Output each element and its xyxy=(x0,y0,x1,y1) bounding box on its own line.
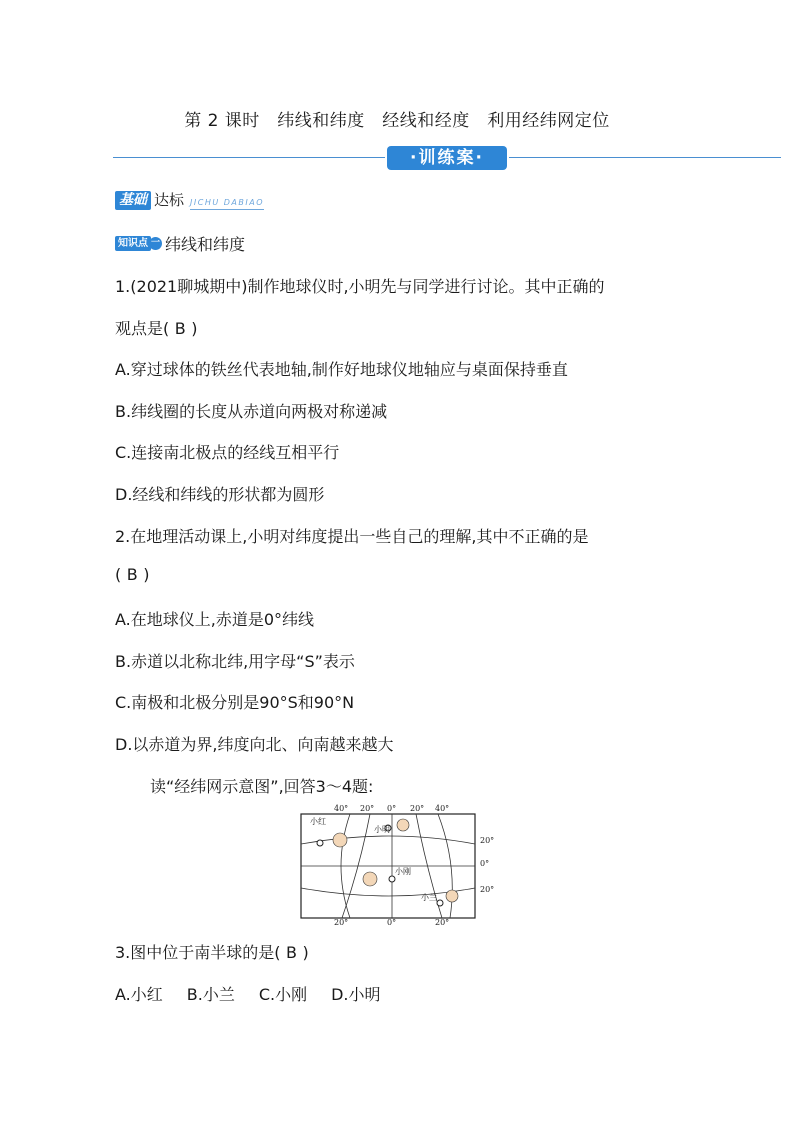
q2-option: A.在地球仪上,赤道是0°纬线 xyxy=(115,610,315,629)
map-right-label: 20° xyxy=(480,836,495,845)
map-top-label: 20° xyxy=(410,804,425,813)
q3-option: A.小红 xyxy=(115,985,163,1004)
xiaohong-marker xyxy=(317,840,323,846)
map-top-label: 20° xyxy=(360,804,375,813)
q3-stem xyxy=(115,940,309,963)
xiaolan-marker xyxy=(437,900,443,906)
knowledge-number: 一 xyxy=(150,238,160,248)
q2-option: D.以赤道为界,纬度向北、向南越来越大 xyxy=(115,735,394,754)
q2-stem-suffix: ) xyxy=(143,565,150,584)
xiaoming-avatar-icon xyxy=(397,819,409,831)
q1-stem-line2 xyxy=(115,316,198,339)
map-bottom-label: 0° xyxy=(387,918,397,926)
q2-answer: B xyxy=(126,565,138,584)
xiaolan-avatar-icon xyxy=(446,890,458,902)
knowledge-label: 纬线和纬度 xyxy=(165,235,246,254)
q1-stem-prefix: 观点是( xyxy=(115,319,170,338)
map-top-label: 40° xyxy=(435,804,450,813)
q1-option: A.穿过球体的铁丝代表地轴,制作好地球仪地轴应与桌面保持垂直 xyxy=(115,360,568,379)
map-top-label: 0° xyxy=(387,804,397,813)
map-bottom-label: 20° xyxy=(334,918,349,926)
map-right-label: 20° xyxy=(480,885,495,894)
divider-left xyxy=(113,157,385,158)
map-right-label: 0° xyxy=(480,859,490,868)
reading-instruction: 读“经纬网示意图”,回答3～4题: xyxy=(150,777,374,796)
section-label: 达标 xyxy=(154,191,185,209)
knowledge-tag: 知识点 xyxy=(115,236,151,251)
q3-option: B.小兰 xyxy=(186,985,235,1004)
latitude-line-north xyxy=(301,836,475,844)
map-bottom-label: 20° xyxy=(435,918,450,926)
xiaohong-avatar-icon xyxy=(333,833,347,847)
q2-stem-line2 xyxy=(115,565,150,584)
person-label: 小刚 xyxy=(395,867,411,876)
person-label: 小兰 xyxy=(421,893,437,902)
training-badge: ·训练案· xyxy=(387,146,507,170)
divider-right xyxy=(509,157,781,158)
q1-option: C.连接南北极点的经线互相平行 xyxy=(115,443,340,462)
q2-option: C.南极和北极分别是90°S和90°N xyxy=(115,693,355,712)
q1-stem-suffix: ) xyxy=(191,319,198,338)
q3-option: C.小刚 xyxy=(258,985,308,1004)
q2-option: B.赤道以北称北纬,用字母“S”表示 xyxy=(115,652,355,671)
q1-option: B.纬线圈的长度从赤道向两极对称递减 xyxy=(115,402,388,421)
lat-long-grid-map xyxy=(298,800,498,926)
q3-stem-prefix: 3.图中位于南半球的是( xyxy=(115,943,281,962)
q3-option: D.小明 xyxy=(331,985,381,1004)
q1-answer: B xyxy=(174,319,186,338)
knowledge-point xyxy=(115,232,245,255)
xiaogang-avatar-icon xyxy=(363,872,377,886)
section-header xyxy=(115,190,264,210)
q2-stem: 2.在地理活动课上,小明对纬度提出一些自己的理解,其中不正确的是 xyxy=(115,527,589,546)
xiaogang-marker xyxy=(389,876,395,882)
section-tag: 基础 xyxy=(115,191,151,210)
person-label: 小红 xyxy=(310,817,326,826)
q1-stem: 1.(2021聊城期中)制作地球仪时,小明先与同学进行讨论。其中正确的 xyxy=(115,277,605,296)
person-label: 小明 xyxy=(374,825,390,834)
section-pinyin: JICHU DABIAO xyxy=(190,198,264,210)
map-top-label: 40° xyxy=(334,804,349,813)
page-title: 第 2 课时 纬线和纬度 经线和经度 利用经纬网定位 xyxy=(184,111,610,131)
q3-answer: B xyxy=(286,943,297,962)
q3-options xyxy=(115,982,381,1005)
q1-option: D.经线和纬线的形状都为圆形 xyxy=(115,485,325,504)
q3-stem-suffix: ) xyxy=(302,943,309,962)
q2-stem-prefix: ( xyxy=(115,565,122,584)
